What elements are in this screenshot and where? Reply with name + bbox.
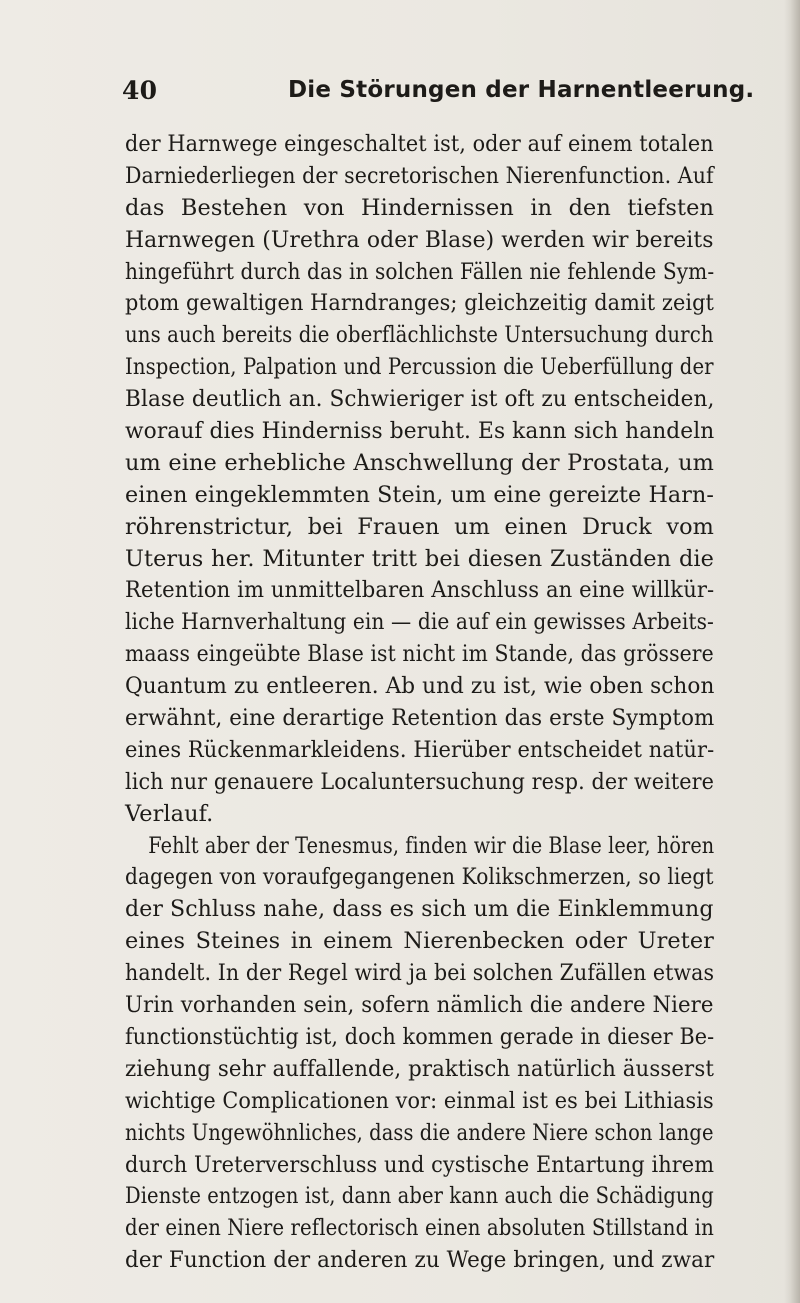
text-line-19: erwähnt, eine derartige Retention das erste Symptom: [125, 705, 715, 732]
text-line-1: der Harnwege eingeschaltet ist, oder auf einem totalen: [125, 131, 714, 157]
text-line-17: maass eingeübte Blase ist nicht im Stande, das grössere: [125, 641, 714, 668]
text-line-34: Dienste entzogen ist, dann aber kann auch die Schädigung: [125, 1183, 714, 1210]
page-edge-shadow: [784, 0, 800, 1303]
text-line-16: liche Harnverhaltung ein — die auf ein gewisses Arbeits-: [125, 609, 714, 636]
text-line-21: lich nur genauere Localuntersuchung resp. der weitere: [125, 768, 715, 795]
text-line-14: Uterus her. Mitunter tritt bei diesen Zuständen die: [125, 545, 714, 572]
text-line-2: Darniederliegen der secretorischen Nierenfunction. Auf: [125, 162, 714, 189]
text-line-15: Retention im unmittelbaren Anschluss an eine willkür-: [125, 577, 715, 604]
text-line-25: der Schluss nahe, dass es sich um die Einklemmung: [125, 896, 714, 923]
text-line-31: wichtige Complicationen vor: einmal ist es bei Lithiasis: [125, 1087, 714, 1114]
text-line-4: Harnwegen (Urethra oder Blase) werden wir bereits: [125, 226, 714, 253]
text-line-36: der Function der anderen zu Wege bringen, und zwar: [125, 1247, 715, 1274]
text-line-30: ziehung sehr auffallende, praktisch natürlich äusserst: [125, 1055, 714, 1082]
text-line-22: Verlauf.: [125, 800, 214, 827]
text-line-24: dagegen von voraufgegangenen Kolikschmerzen, so liegt: [125, 864, 714, 891]
text-line-12: einen eingeklemmten Stein, um eine gereizte Harn-: [125, 481, 714, 508]
text-line-13: röhrenstrictur, bei Frauen um einen Druck vom: [125, 513, 714, 540]
text-line-29: functionstüchtig ist, doch kommen gerade in dieser Be-: [125, 1023, 715, 1050]
text-line-11: um eine erhebliche Anschwellung der Prostata, um: [125, 449, 714, 476]
text-line-9: Blase deutlich an. Schwieriger ist oft zu entscheiden,: [125, 386, 715, 413]
page-number: 40: [122, 76, 158, 105]
text-line-5: hingeführt durch das in solchen Fällen nie fehlende Sym-: [125, 258, 715, 285]
text-line-28: Urin vorhanden sein, sofern nämlich die andere Niere: [125, 992, 714, 1019]
text-line-26: eines Steines in einem Nierenbecken oder Ureter: [125, 928, 714, 955]
text-line-35: der einen Niere reflectorisch einen absoluten Stillstand in: [125, 1215, 714, 1242]
text-line-20: eines Rückenmarkleidens. Hierüber entscheidet natür-: [125, 736, 715, 763]
text-line-10: worauf dies Hinderniss beruht. Es kann sich handeln: [125, 418, 715, 445]
text-line-27: handelt. In der Regel wird ja bei solchen Zufällen etwas: [125, 960, 715, 987]
text-line-18: Quantum zu entleeren. Ab und zu ist, wie oben schon: [125, 673, 715, 700]
text-line-8: Inspection, Palpation und Percussion die Ueberfüllung der: [125, 354, 714, 381]
text-line-32: nichts Ungewöhnliches, dass die andere Niere schon lange: [125, 1119, 714, 1146]
text-line-6: ptom gewaltigen Harndranges; gleichzeitig damit zeigt: [125, 290, 714, 317]
running-title: Die Störungen der Harnentleerung.: [288, 77, 755, 103]
body-text: [125, 129, 714, 1277]
text-line-33: durch Ureterverschluss und cystische Entartung ihrem: [125, 1151, 715, 1178]
text-line-23: Fehlt aber der Tenesmus, finden wir die Blase leer, hören: [148, 832, 715, 859]
text-line-7: uns auch bereits die oberflächlichste Untersuchung durch: [125, 322, 714, 349]
text-line-3: das Bestehen von Hindernissen in den tiefsten: [125, 194, 714, 221]
